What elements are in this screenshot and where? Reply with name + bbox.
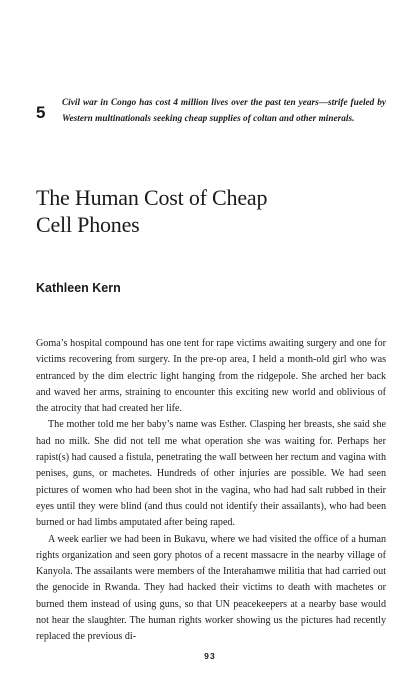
chapter-epigraph: Civil war in Congo has cost 4 million lives over the past ten years—strife fueled by Western multinationals seeking cheap supplies of coltan and other minerals. [62, 97, 386, 123]
body-paragraph: A week earlier we had been in Bukavu, where we had visited the office of a human rights organization and seen gory photos of a recent massacre in the nearby village of Kanyola. The assailants were members of the Interahamwe militia that had carried out the genocide in Rwanda. They had hacked their victims to death with machetes or burned them instead of using guns, so that UN peacekeepers at a nearby base would not hear the slaughter. The human rights worker showing us the pictures had recently replaced the previous di- [36, 533, 386, 643]
page-number: 93 [204, 651, 216, 661]
article-title [36, 184, 376, 238]
body-paragraph: Goma’s hospital compound has one tent for rape victims awaiting surgery and one for victims recovering from surgery. In the pre-op area, I held a month-old girl who was entranced by the dim electric light hanging from the ridgepole. She arched her back and waved her arms, straining to encounter this exciting new world and oblivious of the atrocity that had created her life. [36, 338, 386, 415]
article-title-line-2: Cell Phones [36, 212, 140, 237]
article-title-line-1: The Human Cost of Cheap [36, 185, 268, 210]
body-paragraph: The mother told me her baby’s name was Esther. Clasping her breasts, she said she had no milk. She did not tell me what operation she was waiting for. Perhaps her rapist(s) had caused a fistula, penetrating the wall between her rectum and vagina with penises, guns, or machetes. Hundreds of other injuries are possible. We had seen pictures of women who had been shot in the vagina, who had had salt rubbed in their eyes until they were blind (and thus could not identify their assailants), who had been burned or had limbs amputated after being raped. [36, 419, 386, 529]
chapter-number: 5 [36, 103, 46, 122]
article-body [36, 336, 386, 646]
article-author: Kathleen Kern [36, 281, 121, 295]
